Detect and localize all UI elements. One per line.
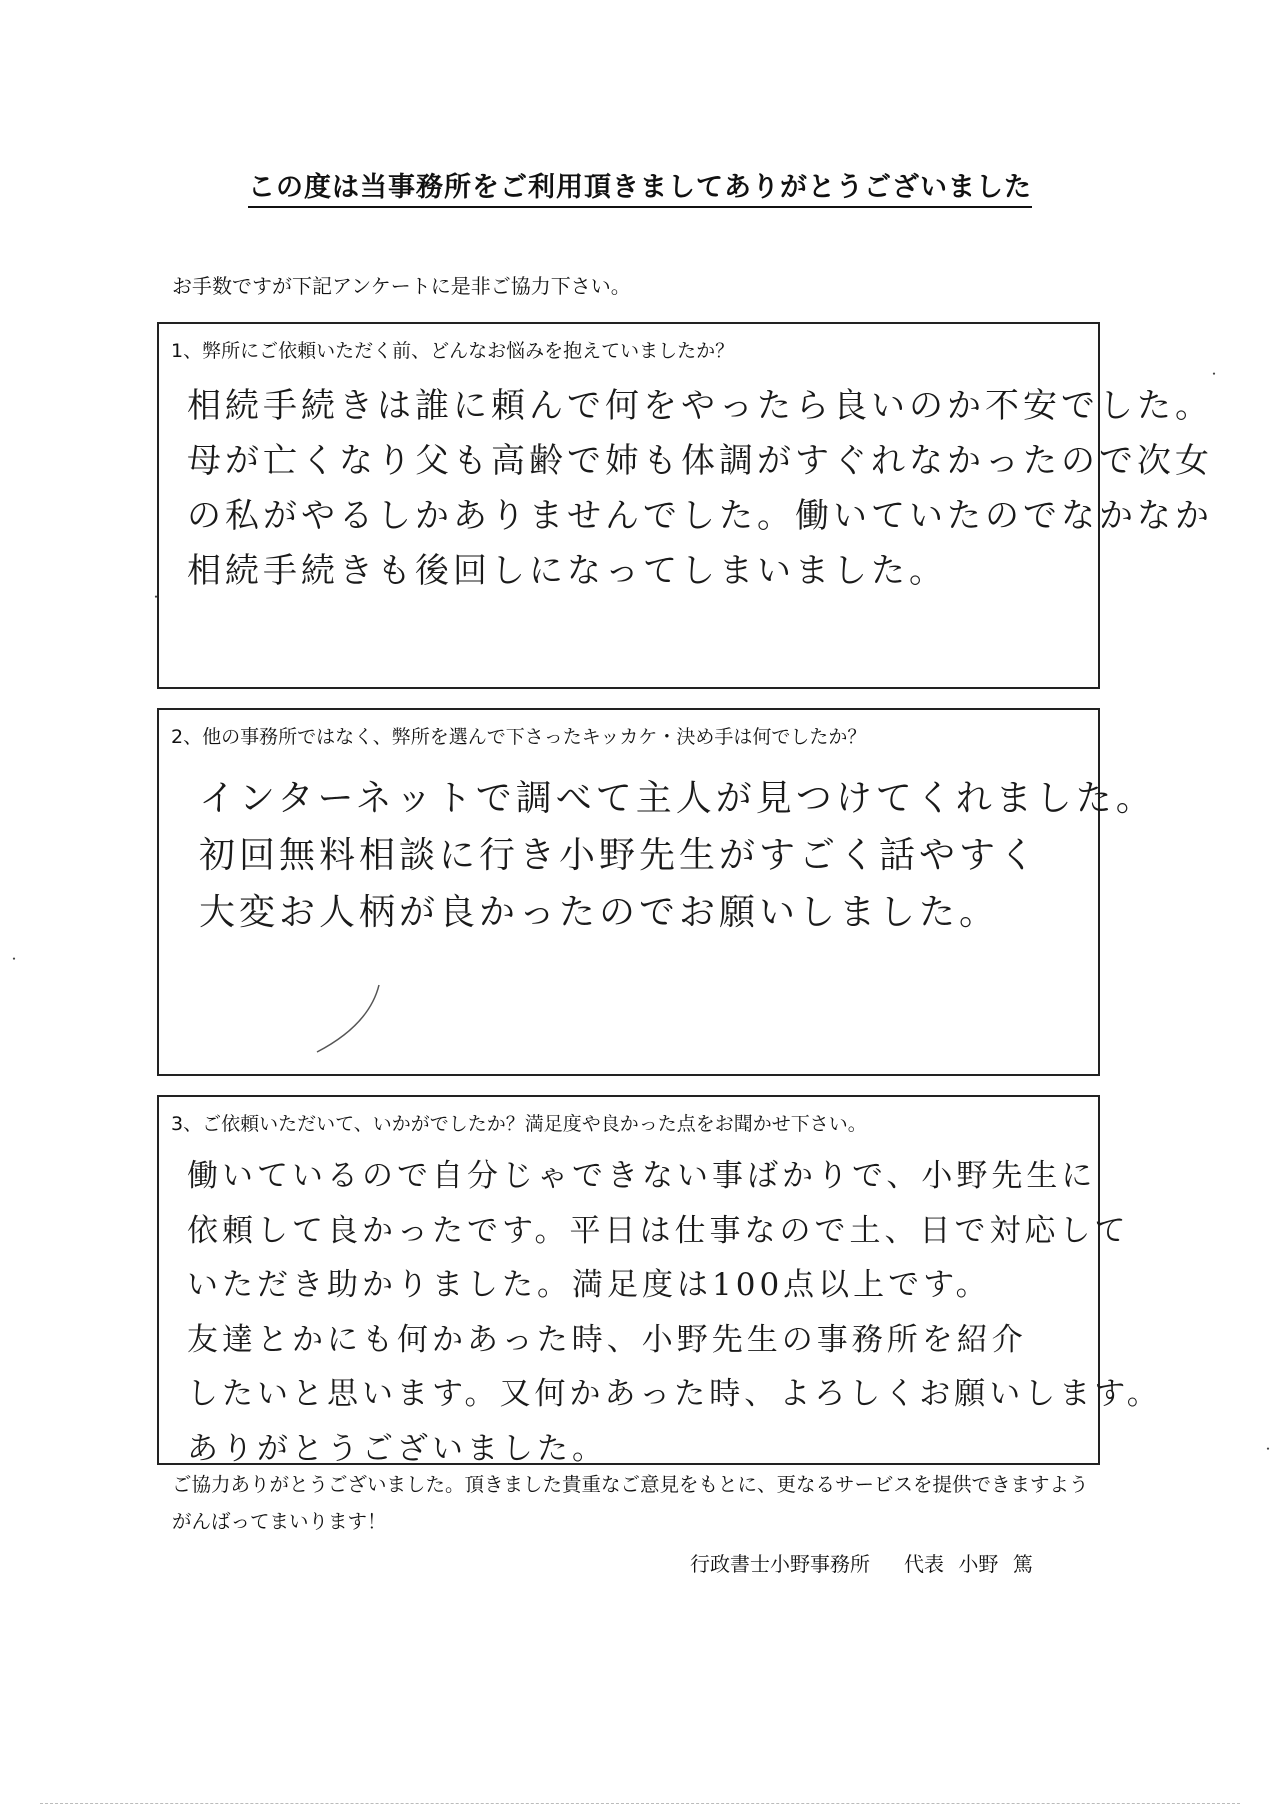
handwritten-answer-3: [187, 1149, 1162, 1476]
handwritten-answer-1: [187, 379, 1213, 599]
scan-edge-line: [40, 1803, 1240, 1804]
answer-line: 大変お人柄が良かったのでお願いしました。: [199, 892, 1000, 933]
representative-role: 代表: [904, 1552, 944, 1576]
representative-name: 小野 篤: [958, 1552, 1033, 1576]
closing-message: ご協力ありがとうございました。頂きました貴重なご意見をもとに、更なるサービスを提供できますようがんばってまいります！: [172, 1473, 1089, 1533]
question-box-1: [157, 322, 1213, 689]
scan-speck: ・: [1262, 1442, 1275, 1456]
question-label-3: 3、ご依頼いただいて、いかがでしたか？満足度や良かった点をお聞かせ下さい。: [171, 1113, 867, 1135]
page-title: [0, 165, 1280, 204]
question-label-2: 2、他の事務所ではなく、弊所を選んで下さったキッカケ・決め手は何でしたか？: [171, 726, 867, 748]
answer-line: の私がやるしかありませんでした。働いていたのでなかなか: [187, 496, 1213, 536]
intro-text: お手数ですが下記アンケートに是非ご協力下さい。: [172, 274, 631, 298]
question-box-2: [157, 708, 1156, 1076]
handwritten-answer-2: [199, 770, 1156, 941]
scan-speck: ・: [1208, 367, 1221, 381]
answer-line: インターネットで調べて主人が見つけてくれました。: [199, 778, 1156, 819]
answer-line: したいと思います。又何かあった時、よろしくお願いします。: [187, 1376, 1162, 1412]
answer-line: いただき助かりました。満足度は100点以上です。: [187, 1267, 991, 1303]
signature: [690, 1548, 1033, 1577]
question-box-3: [157, 1095, 1162, 1467]
answer-line: 相続手続きも後回しになってしまいました。: [187, 551, 947, 591]
answer-line: 依頼して良かったです。平日は仕事なので土、日で対応して: [187, 1212, 1130, 1249]
answer-line: 友達とかにも何かあった時、小野先生の事務所を紹介: [187, 1321, 1027, 1358]
page-title-text: この度は当事務所をご利用頂きましてありがとうございました: [248, 172, 1032, 208]
stray-pen-mark: [309, 980, 399, 1060]
scan-speck: ・: [150, 590, 163, 604]
answer-line: 相続手続きは誰に頼んで何をやったら良いのか不安でした。: [187, 386, 1213, 426]
answer-line: ありがとうございました。: [187, 1430, 607, 1467]
question-label-1: 1、弊所にご依頼いただく前、どんなお悩みを抱えていましたか？: [171, 340, 735, 362]
answer-line: 初回無料相談に行き小野先生がすごく話やすく: [199, 835, 1040, 876]
scan-speck: ・: [8, 952, 21, 966]
answer-line: 母が亡くなり父も高齢で姉も体調がすぐれなかったので次女: [187, 441, 1213, 481]
office-name: 行政書士小野事務所: [690, 1552, 870, 1576]
answer-line: 働いているので自分じゃできない事ばかりで、小野先生に: [187, 1158, 1097, 1194]
